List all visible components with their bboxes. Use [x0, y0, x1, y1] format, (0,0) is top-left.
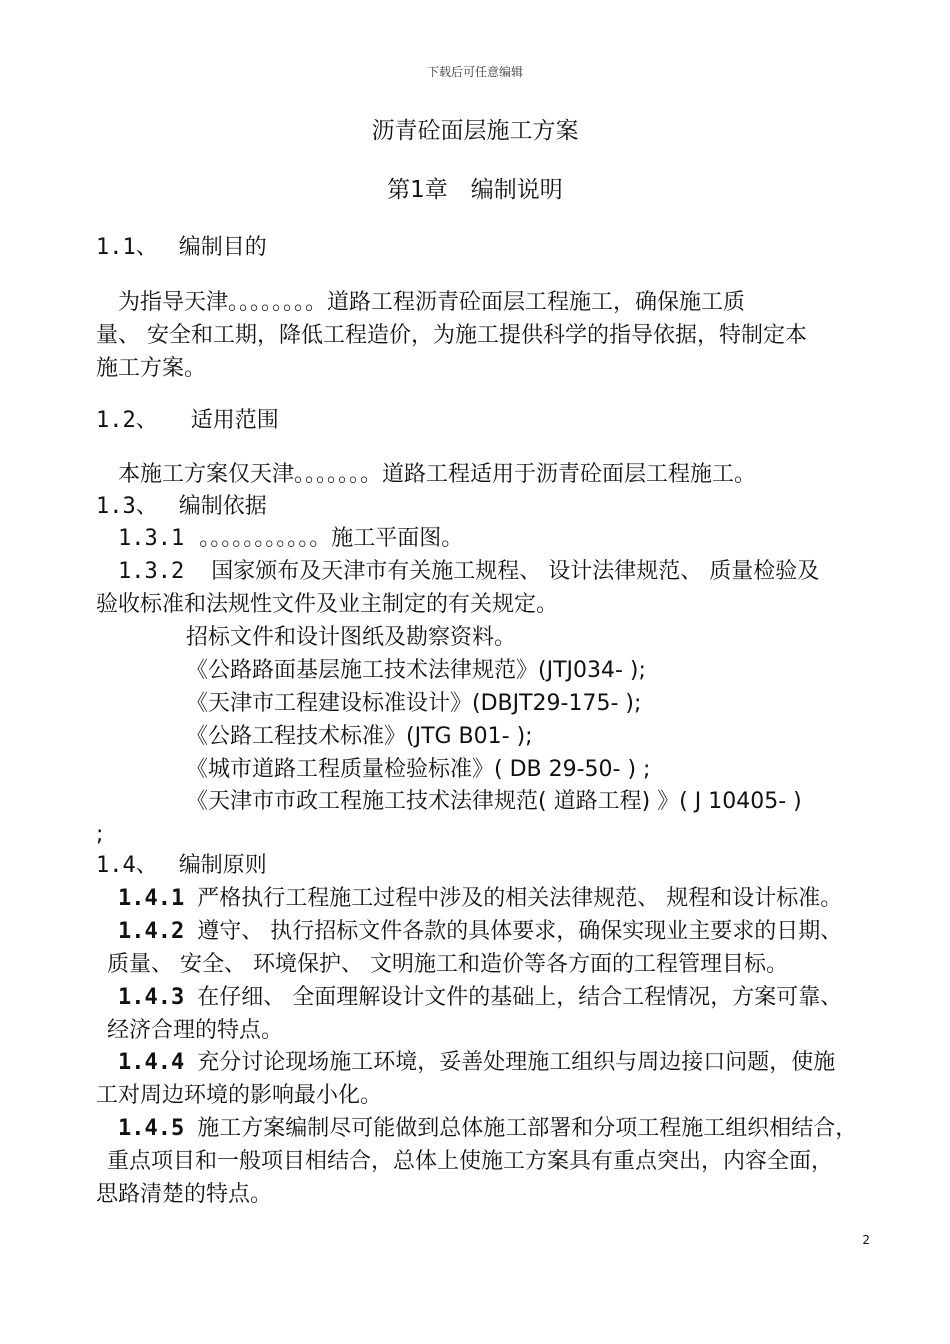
- paragraph-line: 重点项目和一般项目相结合，总体上使施工方案具有重点突出，内容全面，: [107, 1149, 834, 1174]
- section-title: 编制依据: [178, 494, 267, 519]
- section-number: 1.3、: [96, 494, 158, 519]
- document-title: 沥青砼面层施工方案: [371, 118, 579, 144]
- item-number: 1.4.3: [118, 985, 185, 1010]
- paragraph-line: 工对周边环境的影响最小化。: [96, 1083, 383, 1108]
- item-text: 严格执行工程施工过程中涉及的相关法律规范、 规程和设计标准。: [197, 886, 843, 911]
- item-number: 1.4.1: [118, 886, 185, 911]
- item-1-3-2: [118, 557, 819, 587]
- item-text: 充分讨论现场施工环境，妥善处理施工组织与周边接口问题，使施: [197, 1050, 836, 1075]
- paragraph-line: 量、 安全和工期，降低工程造价，为施工提供科学的指导依据，特制定本: [96, 323, 807, 348]
- item-text: 国家颁布及天津市有关施工规程、 设计法律规范、 质量检验及: [211, 559, 820, 584]
- section-1-2-heading: [96, 406, 279, 436]
- item-text: 。。。。。。。。。。。施工平面图。: [199, 526, 464, 551]
- section-title: 编制原则: [178, 853, 267, 878]
- section-title: 适用范围: [190, 408, 279, 433]
- item-number: 1.4.2: [118, 919, 185, 944]
- paragraph-line: 经济合理的特点。: [107, 1018, 284, 1043]
- principle-1-4-3: [118, 983, 842, 1013]
- paragraph-line: 施工方案。: [96, 356, 207, 381]
- item-text: 在仔细、 全面理解设计文件的基础上，结合工程情况，方案可靠、: [197, 985, 843, 1010]
- page-header: 下载后可任意编辑: [426, 65, 523, 79]
- item-number: 1.3.2: [118, 559, 185, 584]
- section-1-4-heading: [96, 851, 267, 881]
- reference-item: 《公路工程技术标准》(JTG B01- );: [186, 724, 533, 749]
- paragraph-line: 为指导天津。。。。。。。。道路工程沥青砼面层工程施工，确保施工质: [118, 290, 746, 315]
- reference-item: 《公路路面基层施工技术法律规范》(JTJ034- );: [186, 658, 646, 683]
- item-number: 1.3.1: [118, 526, 185, 551]
- reference-item: 招标文件和设计图纸及勘察资料。: [186, 625, 517, 650]
- section-1-3-heading: [96, 492, 267, 522]
- principle-1-4-5: [118, 1114, 857, 1144]
- reference-item: 《天津市市政工程施工技术法律规范( 道路工程) 》( J 10405- ): [186, 789, 802, 814]
- section-number: 1.2、: [96, 408, 158, 433]
- item-text: 施工方案编制尽可能做到总体施工部署和分项工程施工组织相结合，: [197, 1116, 858, 1141]
- section-number: 1.4、: [96, 853, 158, 878]
- reference-tail: ;: [96, 822, 104, 847]
- item-number: 1.4.4: [118, 1050, 185, 1075]
- chapter-title: 第1章 编制说明: [387, 177, 563, 203]
- reference-item: 《天津市工程建设标准设计》(DBJT29-175- );: [186, 691, 642, 716]
- section-1-1-heading: [96, 233, 267, 263]
- paragraph-line: 本施工方案仅天津。。。。。。。道路工程适用于沥青砼面层工程施工。: [118, 462, 757, 487]
- paragraph-line: 验收标准和法规性文件及业主制定的有关规定。: [96, 592, 559, 617]
- principle-1-4-2: [118, 917, 842, 947]
- paragraph-line: 思路清楚的特点。: [96, 1182, 273, 1207]
- item-number: 1.4.5: [118, 1116, 185, 1141]
- page-number: 2: [862, 1233, 870, 1247]
- principle-1-4-1: [118, 884, 842, 914]
- section-number: 1.1、: [96, 235, 158, 260]
- reference-item: 《城市道路工程质量检验标准》( DB 29-50- ) ;: [186, 757, 651, 782]
- paragraph-line: 质量、 安全、 环境保护、 文明施工和造价等各方面的工程管理目标。: [107, 952, 788, 977]
- principle-1-4-4: [118, 1048, 835, 1078]
- item-text: 遵守、 执行招标文件各款的具体要求，确保实现业主要求的日期、: [197, 919, 843, 944]
- section-title: 编制目的: [178, 235, 267, 260]
- item-1-3-1: [118, 524, 463, 554]
